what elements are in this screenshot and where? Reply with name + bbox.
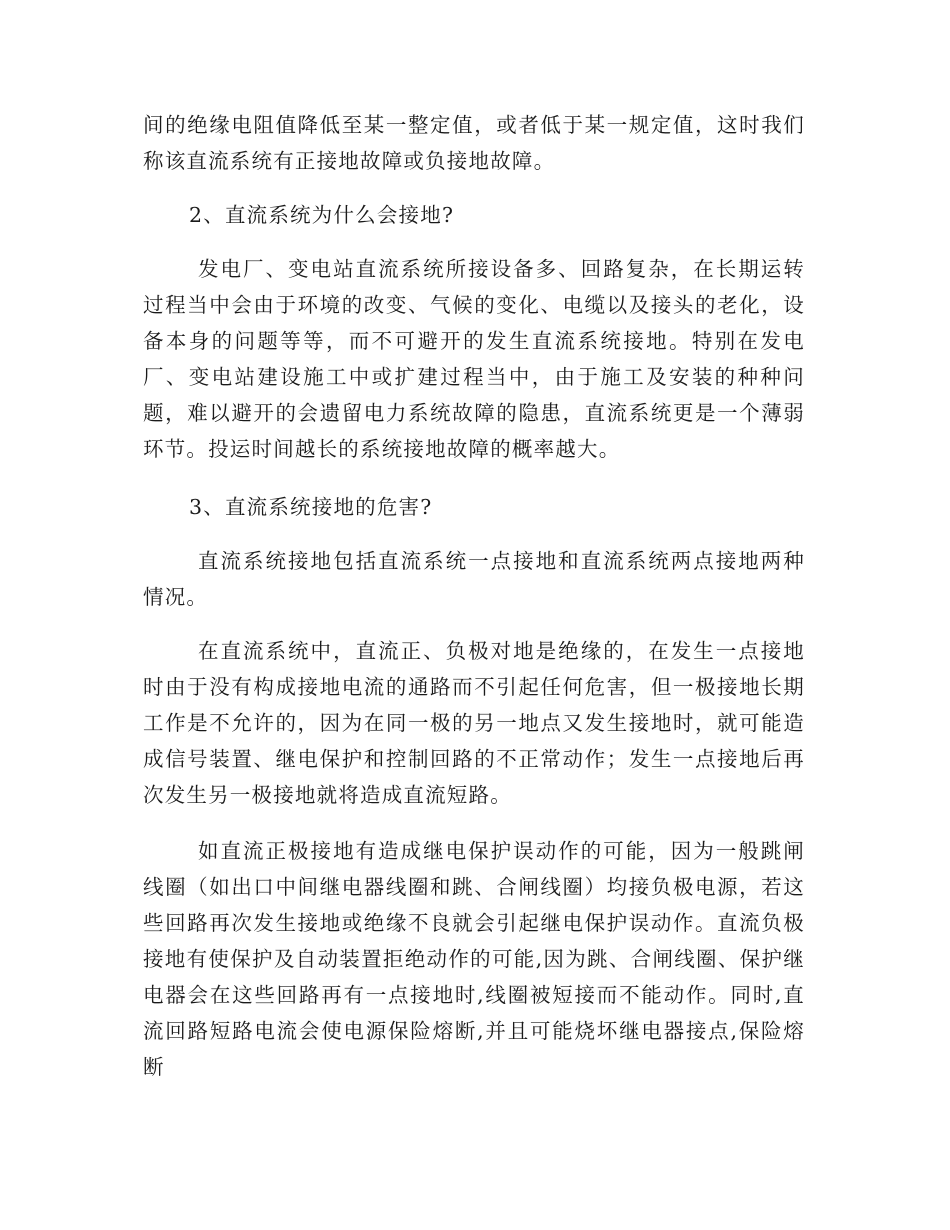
paragraph-single-point-grounding: 在直流系统中，直流正、负极对地是绝缘的，在发生一点接地时由于没有构成接地电流的通路而不引起任何危害，但一极接地长期工作是不允许的，因为在同一极的另一地点又发生接地时，就可能造成信号装置、继电保护和控制回路的不正常动作；发生一点接地后再次发生另一极接地就将造成直流短路。 bbox=[143, 639, 805, 807]
paragraph-grounding-types: 直流系统接地包括直流系统一点接地和直流系统两点接地两种情况。 bbox=[143, 549, 805, 609]
section-heading-2: 2、直流系统为什么会接地? bbox=[189, 203, 455, 227]
section-heading-3: 3、直流系统接地的危害? bbox=[189, 495, 433, 519]
paragraph-grounding-causes: 发电厂、变电站直流系统所接设备多、回路复杂，在长期运转过程当中会由于环境的改变、气候的变化、电缆以及接头的老化，设备本身的问题等等，而不可避开的发生直流系统接地。特别在发电厂、变电站建设施工中或扩建过程当中，由于施工及安装的种种问题，难以避开的会遗留电力系统故障的隐患，直流系统更是一个薄弱环节。投运时间越长的系统接地故障的概率越大。 bbox=[143, 257, 805, 461]
paragraph-insulation-definition: 间的绝缘电阻值降低至某一整定值，或者低于某一规定值，这时我们称该直流系统有正接地故障或负接地故障。 bbox=[143, 113, 805, 173]
paragraph-positive-negative-grounding: 如直流正极接地有造成继电保护误动作的可能，因为一般跳闸线圈（如出口中间继电器线圈和跳、合闸线圈）均接负极电源，若这些回路再次发生接地或绝缘不良就会引起继电保护误动作。直流负极接地有使保护及自动装置拒绝动作的可能,因为跳、合闸线圈、保护继电器会在这些回路再有一点接地时,线圈被短接而不能动作。同时,直流回路短路电流会使电源保险熔断,并且可能烧坏继电器接点,保险熔断 bbox=[143, 839, 805, 1079]
